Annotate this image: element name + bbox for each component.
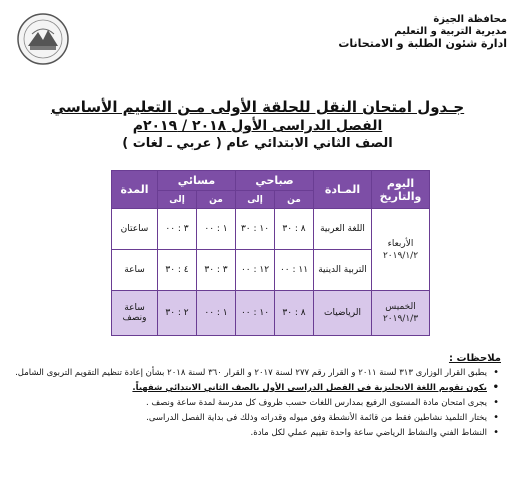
day-cell [372, 291, 430, 336]
header-morning-from: من [275, 191, 314, 209]
subject-cell: اللغة العربية [314, 209, 372, 250]
morning-to-cell: ١٠ : ٣٠ [236, 209, 275, 250]
header-subject: المـادة [314, 171, 372, 209]
table-row [112, 291, 430, 336]
note-item: • النشاط الفني والنشاط الرياضي ساعة واحدة تقييم عملي لكل مادة. [4, 427, 487, 439]
evening-from-cell: ١ : ٠٠ [197, 291, 236, 336]
subject-cell: الرياضيات [314, 291, 372, 336]
day-name: الخميس [385, 302, 416, 312]
evening-to-cell: ٤ : ٣٠ [158, 250, 197, 291]
exam-title: جـدول امتحان النقل للحلقة الأولى مـن التعليم الأساسي [50, 98, 465, 116]
day-date: ٢٠١٩/١/٢ [382, 250, 419, 261]
header-evening-to: إلى [158, 191, 197, 209]
morning-to-cell: ١٢ : ٠٠ [236, 250, 275, 291]
note-item: • يكون تقويم اللغة الانجليزية فى الفصل الدراسى الأول بالصف الثاني الابتدائي شفهياً. [4, 382, 487, 394]
evening-from-cell: ٣ : ٣٠ [197, 250, 236, 291]
evening-to-cell: ٢ : ٣٠ [158, 291, 197, 336]
table-row [112, 209, 430, 250]
day-date: ٢٠١٩/١/٣ [382, 314, 419, 324]
header-duration: المدة [112, 171, 158, 209]
duration-cell: ساعتان [112, 209, 158, 250]
note-item: • يجرى امتحان مادة المستوى الرفيع بمدارس اللغات حسب ظروف كل مدرسة لمدة ساعة ونصف . [4, 397, 487, 409]
header-day-date: اليوم والتاريخ [372, 171, 430, 209]
duration-cell: ساعة [112, 250, 158, 291]
note-item: • يطبق القرار الوزارى ٣١٣ لسنة ٢٠١١ و القرار رقم ٢٧٧ لسنة ٢٠١٧ و القرار ٣٦٠ لسنة ٢٠١٨ بشأن إعادة تنظيم التقويم التربوى الشامل. [4, 367, 487, 379]
governorate-name: محافظة الجيزة [433, 14, 507, 25]
header-evening-from: من [197, 191, 236, 209]
notes-section [4, 353, 501, 442]
header-evening: مسائي [158, 171, 236, 191]
duration-cell: ساعة ونصف [112, 291, 158, 336]
evening-to-cell: ٣ : ٠٠ [158, 209, 197, 250]
term-title: الفصل الدراسى الأول ٢٠١٨ / ٢٠١٩م [132, 118, 383, 134]
day-cell [372, 209, 430, 291]
morning-from-cell: ٨ : ٣٠ [275, 209, 314, 250]
subject-cell: التربية الدينية [314, 250, 372, 291]
grade-title: الصف الثاني الابتدائي عام ( عربي ـ لغات ) [122, 136, 393, 151]
exam-schedule-table [111, 170, 430, 336]
administration-name: ادارة شئون الطلبة و الامتحانات [338, 37, 507, 50]
note-item: • يختار التلميذ نشاطين فقط من قائمة الأنشطة وفق ميوله وقدراته وذلك فى بداية الفصل الدراسى. [4, 412, 487, 424]
header-morning: صباحي [236, 171, 314, 191]
header-morning-to: إلى [236, 191, 275, 209]
notes-list [4, 367, 501, 439]
directorate-name: مديرية التربية و التعليم [394, 26, 507, 37]
notes-heading: ملاحظات : [448, 353, 501, 364]
morning-to-cell: ١٠ : ٠٠ [236, 291, 275, 336]
governorate-logo [16, 12, 70, 66]
directorate-header [338, 14, 507, 50]
evening-from-cell: ١ : ٠٠ [197, 209, 236, 250]
morning-from-cell: ٨ : ٣٠ [275, 291, 314, 336]
exam-titles [0, 98, 515, 153]
day-name: الأربعاء [387, 238, 414, 249]
morning-from-cell: ١١ : ٠٠ [275, 250, 314, 291]
